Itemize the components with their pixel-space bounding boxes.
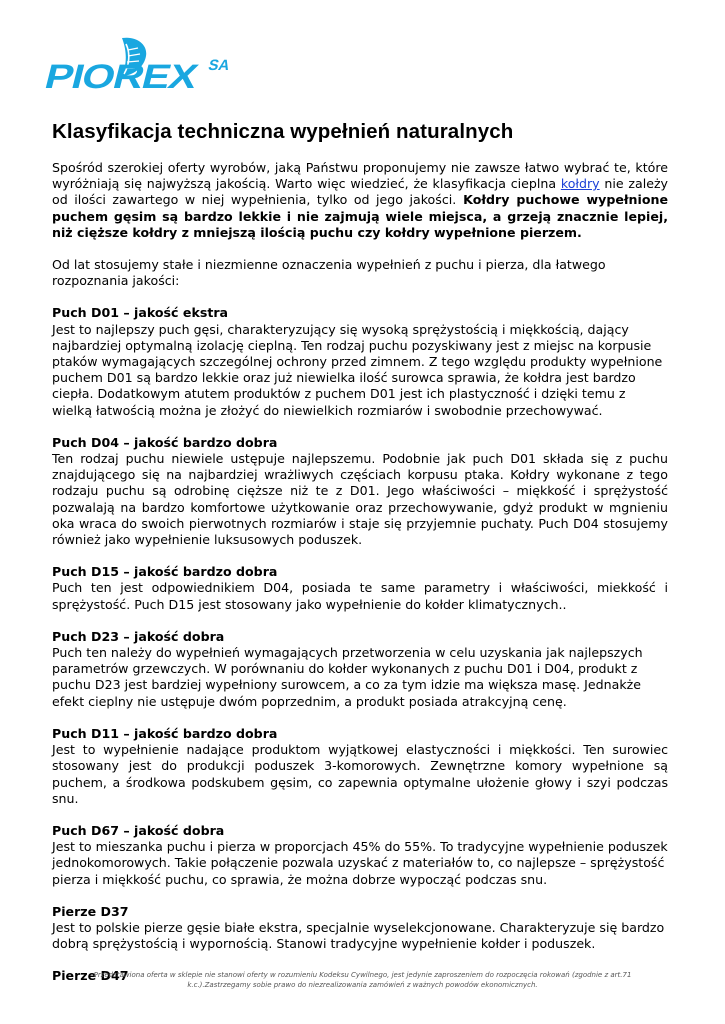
section-heading: Puch D11 – jakość bardzo dobra — [52, 725, 278, 741]
section-d15 — [52, 564, 668, 613]
logo-wordmark: PIOREX — [41, 58, 173, 96]
section-text: Puch ten należy do wypełnień wymagających przetworzenia w celu uzyskania jak najlepszych parametrów grzewczych. W porównaniu do kołder wykonanych z puchu D01 i D04, produkt z puchu D23 jest bardziej wypełniony surowcem, a co za tym idzie ma większa masę. Jednakże efekt cieplny nie ustępuje dwóm poprzednim, a produkt posiada atrakcyjną cenę. — [52, 645, 643, 709]
legal-footer: Przedstawiona oferta w sklepie nie stanowi oferty w rozumieniu Kodeksu Cywilnego, jest jedynie zaproszeniem do rozpoczęcia rokowań (zgodnie z art.71 k.c.).Zastrzegamy sobie prawo do niezrealizowania zamówień z ważnych powodów ekonomicznych. — [93, 971, 632, 989]
section-heading: Puch D23 – jakość dobra — [52, 628, 225, 644]
section-heading: Puch D67 – jakość dobra — [52, 822, 225, 838]
section-text: Jest to najlepszy puch gęsi, charakteryzujący się wysoką sprężystością i miękkością, dający najbardziej optymalną izolację cieplną. Ten rodzaj puchu pozyskiwany jest z miejsc na korpusie ptaków wymagających szczególnej ochrony przed zimnem. Z tego względu produkty wypełnione puchem D01 są bardzo lekkie oraz już niewielka ilość surowca sprawia, że kołdra jest bardzo ciepła. Dodatkowym atutem produktów z puchem D01 jest ich plastyczność i dzięki temu z wielką łatwością można je złożyć do niewielkich rozmiarów i swobodnie przechowywać. — [52, 321, 663, 418]
section-d04 — [52, 435, 668, 548]
section-text: Jest to mieszanka puchu i pierza w proporcjach 45% do 55%. To tradycyjne wypełnienie poduszek jednokomorowych. Takie połączenie pozwala uzyskać z materiałów to, co najlepsze – sprężystość pierza i miękkość puchu, co sprawia, że można dobrze wypocząć podczas snu. — [52, 839, 668, 887]
section-heading: Pierze D47 — [52, 968, 129, 984]
page-title: Klasyfikacja techniczna wypełnień naturalnych — [52, 120, 514, 143]
section-text: Puch ten jest odpowiednikiem D04, posiada te same parametry i właściwości, miekkość i sprężystość. Puch D15 jest stosowany jako wypełnienie do kołder klimatycznych.. — [52, 580, 668, 612]
section-heading: Puch D15 – jakość bardzo dobra — [52, 564, 278, 580]
piorex-logo — [41, 36, 242, 98]
section-text: Jest to polskie pierze gęsie białe ekstra, specjalnie wyselekcjonowane. Charakteryzuje się bardzo dobrą sprężystością i wypornością. Stanowi tradycyjne wypełnienie kołder i poduszek. — [52, 919, 665, 952]
intro-text-cont: nie zależy od ilości zawartego w niej wypełnienia, tylko od jego jakości. — [52, 176, 669, 208]
section-heading: Puch D04 – jakość bardzo dobra — [52, 434, 278, 450]
section-d67 — [52, 823, 668, 888]
intro-bold-text: Kołdry puchowe wypełnione puchem gęsim są bardzo lekkie i nie zajmują wiele miejsca, a grzeją znacznie lepiej, niż cięższe kołdry z mniejszą ilością puchu czy kołdry wypełnione pierzem. — [52, 192, 668, 240]
section-heading: Puch D01 – jakość ekstra — [52, 305, 229, 321]
section-d11 — [52, 726, 668, 807]
intro-text: Spośród szerokiej oferty wyrobów, jaką Państwu proponujemy nie zawsze łatwo wybrać te, które wyróżniają się najwyższą jakością. Warto więc wiedzieć, że klasyfikacja cieplna — [52, 160, 668, 192]
intro2-paragraph: Od lat stosujemy stałe i niezmienne oznaczenia wypełnień z puchu i pierza, dla łatwego rozpoznania jakości: — [52, 257, 606, 289]
section-text: Jest to wypełnienie nadające produktom wyjątkowej elastyczności i miękkości. Ten surowiec stosowany jest do produkcji poduszek 3-komorowych. Zewnętrzne komory wypełnione są puchem, a środkowa podskubem gęsim, co zapewnia optymalne ułożenie głowy i szyi podczas snu. — [52, 742, 668, 806]
logo-suffix: SA — [206, 57, 232, 74]
section-d37 — [52, 904, 668, 953]
section-d23 — [52, 629, 668, 710]
intro-paragraph — [52, 160, 668, 241]
section-d01 — [52, 305, 668, 418]
document-body — [52, 160, 668, 1001]
section-text: Ten rodzaj puchu niewiele ustępuje najlepszemu. Podobnie jak puch D01 składa się z puchu znajdującego się na najbardziej wrażliwych częściach korpusu ptaka. Kołdry wykonane z tego rodzaju puchu są odrobinę cięższe niż te z D01. Jego właściwości – miękkość i sprężystość pozwalają na bardzo komfortowe użytkowanie oraz przechowywanie, gdyż produkt w mgnieniu oka wraca do swoich pierwotnych rozmiarów i staje się przyjemnie puchaty. Puch D04 stosujemy również jako wypełnienie luksusowych poduszek. — [52, 451, 668, 548]
koldry-link[interactable]: kołdry — [560, 176, 600, 192]
section-heading: Pierze D37 — [52, 903, 129, 919]
